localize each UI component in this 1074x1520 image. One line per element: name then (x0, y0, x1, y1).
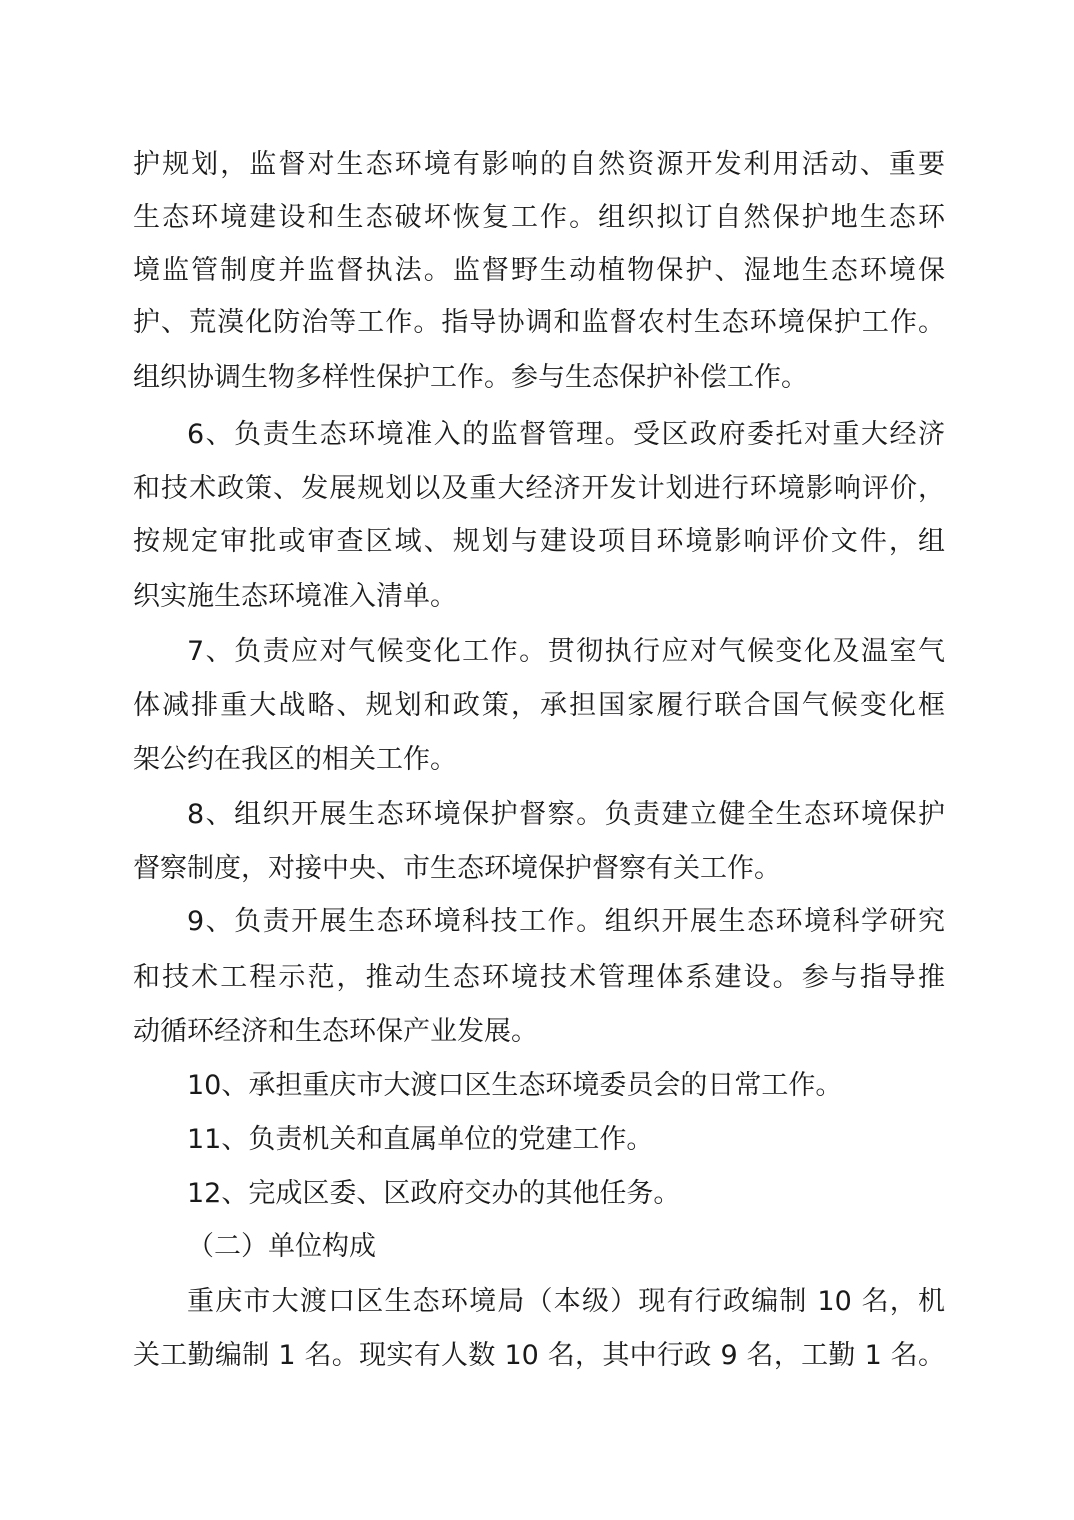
paragraph-line: 体减排重大战略、规划和政策，承担国家履行联合国气候变化框 (133, 690, 945, 721)
paragraph-line: 动循环经济和生态环保产业发展。 (133, 1016, 538, 1047)
paragraph-line: 和技术工程示范，推动生态环境技术管理体系建设。参与指导推 (133, 962, 945, 993)
paragraph-line: 12、完成区委、区政府交办的其他任务。 (187, 1178, 681, 1209)
paragraph-line: 10、承担重庆市大渡口区生态环境委员会的日常工作。 (187, 1070, 843, 1101)
paragraph-line: 架公约在我区的相关工作。 (133, 744, 457, 775)
paragraph-line: 生态环境建设和生态破坏恢复工作。组织拟订自然保护地生态环 (133, 202, 945, 233)
paragraph-line: 护、荒漠化防治等工作。指导协调和监督农村生态环境保护工作。 (133, 307, 945, 338)
paragraph-line: 织实施生态环境准入清单。 (133, 581, 457, 612)
paragraph-line: 7、负责应对气候变化工作。贯彻执行应对气候变化及温室气 (187, 636, 945, 667)
section-heading: （二）单位构成 (187, 1231, 376, 1262)
paragraph-line: 9、负责开展生态环境科技工作。组织开展生态环境科学研究 (187, 906, 945, 937)
paragraph-line: 境监管制度并监督执法。监督野生动植物保护、湿地生态环境保 (133, 255, 945, 286)
paragraph-line: 8、组织开展生态环境保护督察。负责建立健全生态环境保护 (187, 799, 945, 830)
paragraph-line: 按规定审批或审查区域、规划与建设项目环境影响评价文件，组 (133, 526, 945, 557)
paragraph-line: 和技术政策、发展规划以及重大经济开发计划进行环境影响评价， (133, 473, 945, 504)
paragraph-line: 重庆市大渡口区生态环境局（本级）现有行政编制 10 名，机 (187, 1286, 945, 1317)
paragraph-line: 关工勤编制 1 名。现实有人数 10 名，其中行政 9 名，工勤 1 名。 (133, 1340, 945, 1371)
paragraph-line: 督察制度，对接中央、市生态环境保护督察有关工作。 (133, 853, 781, 884)
paragraph-line: 11、负责机关和直属单位的党建工作。 (187, 1124, 654, 1155)
paragraph-line: 组织协调生物多样性保护工作。参与生态保护补偿工作。 (133, 362, 808, 393)
paragraph-line: 6、负责生态环境准入的监督管理。受区政府委托对重大经济 (187, 419, 945, 450)
paragraph-line: 护规划，监督对生态环境有影响的自然资源开发利用活动、重要 (133, 149, 945, 180)
